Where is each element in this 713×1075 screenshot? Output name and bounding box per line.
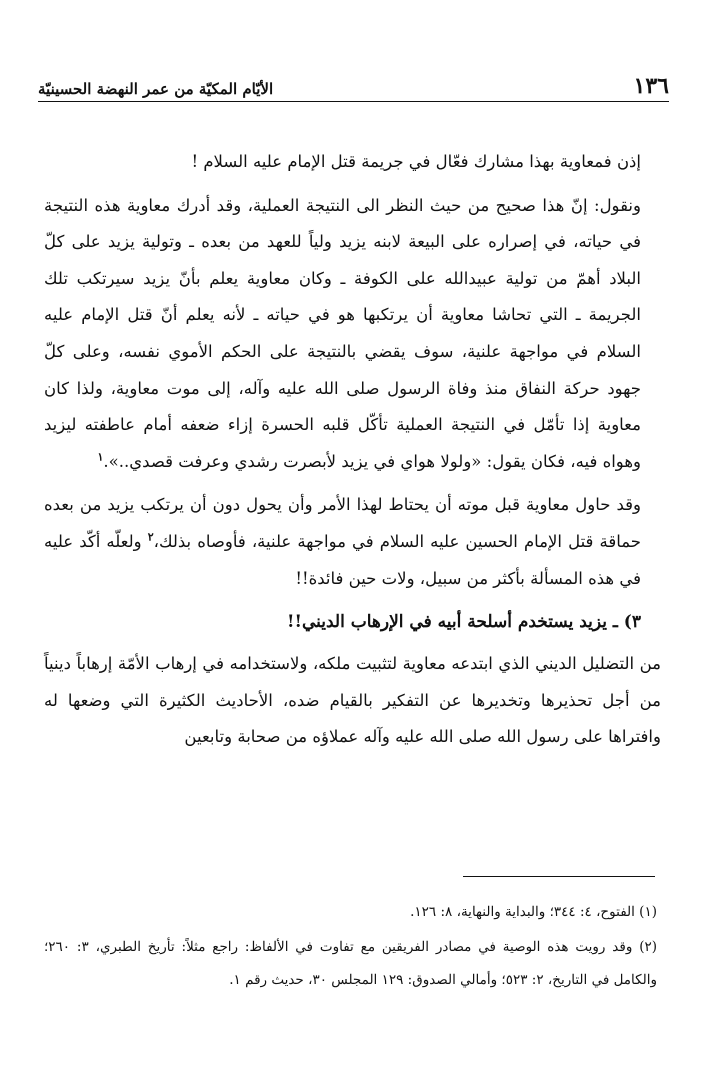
paragraph-1: إذن فمعاوية بهذا مشارك فعّال في جريمة قتل الإمام عليه السلام ! <box>191 152 641 171</box>
paragraph-2 <box>44 188 661 481</box>
paragraph-3-text-a: وقد حاول معاوية قبل موته أن يحتاط لهذا الأمر وأن يحول دون أن يرتكب يزيد من بعده حماقة قتل الإمام الحسين عليه السلام في مواجهة علنية، فأوصاه بذلك، <box>44 495 642 551</box>
footnote-ref-1: ١ <box>97 450 104 464</box>
page-number: ١٣٦ <box>633 73 669 99</box>
body-text <box>44 144 661 756</box>
footnote-divider <box>463 876 655 877</box>
footnote-2: (٢) وقد رويت هذه الوصية في مصادر الفريقين مع تفاوت في الألفاظ: راجع مثلاً: تأريخ الطبري، ٣: ٢٦٠؛ والكامل في التاريخ، ٢: ٥٢٣؛ وأمالي الصدوق: ١٢٩ المجلس ٣٠، حديث رقم ١. <box>44 938 658 988</box>
page-header <box>38 66 669 102</box>
footnote-1: (١) الفتوح، ٤: ٣٤٤؛ والبداية والنهاية، ٨: ١٢٦. <box>410 904 657 920</box>
paragraph-2-text: ونقول: إنّ هذا صحيح من حيث النظر الى النتيجة العملية، وقد أدرك معاوية هذه النتيجة في حياته، في إصراره على البيعة لابنه يزيد ولياً للعهد من بعده ـ وتولية يزيد على كلّ البلاد أهمّ من تولية عبيدالله على الكوفة ـ وكان معاوية يعلم بأنّ يزيد سيرتكب تلك الجريمة ـ التي تحاشا معاوية أن يرتكبها هو في حياته ـ لأنه يعلم أنّ قتل الإمام عليه السلام في مواجهة علنية، سوف يقضي بالنتيجة على الحكم الأموي نفسه، وعلى كلّ جهود حركة النفاق منذ وفاة الرسول صلى الله عليه وآله، إلى موت معاوية، ولذا كان معاوية إذا تأمّل في النتيجة العملية تأكّل قلبه الحسرة إزاء ضعفه أمام عاطفته ليزيد وهواه فيه، فكان يقول: «ولولا هواي في يزيد لأبصرت رشدي وعرفت قصدي..». <box>44 195 641 471</box>
running-title: الأيّام المكيّة من عمر النهضة الحسينيّة <box>38 80 274 98</box>
paragraph-3 <box>44 487 661 597</box>
section-heading: ٣) ـ يزيد يستخدم أسلحة أبيه في الإرهاب الديني!! <box>287 612 641 633</box>
footnote-ref-2: ٢ <box>147 530 154 544</box>
footnotes <box>44 896 657 998</box>
paragraph-3-text-b: ولعلّه أكّد عليه في هذه المسألة بأكثر من سبيل، ولات حين فائدة!! <box>44 531 641 588</box>
paragraph-4: من التضليل الديني الذي ابتدعه معاوية لتثبيت ملكه، ولاستخدامه في إرهاب الأمّة إرهاباً دينياً من أجل تحذيرها وتخديرها عن التفكير بالقيام ضده، الأحاديث الكثيرة التي وضعها له وافتراها على رسول الله صلى الله عليه وآله عملاؤه من صحابة وتابعين <box>44 654 661 747</box>
